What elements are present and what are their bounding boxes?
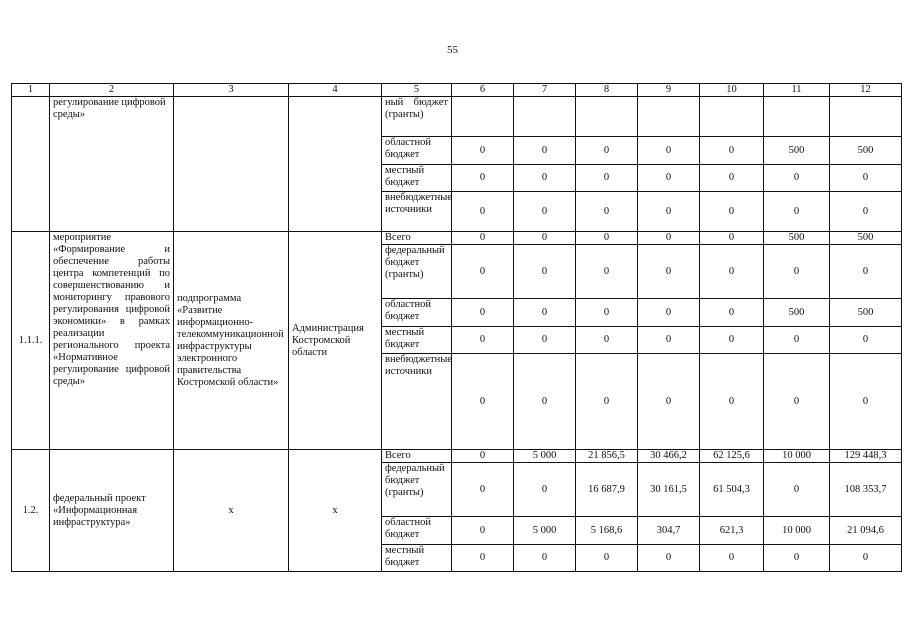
value-cell: 0 (452, 517, 514, 545)
value-cell: 0 (764, 165, 830, 192)
value-cell: 0 (452, 165, 514, 192)
value-cell: 0 (638, 232, 700, 245)
value-cell: 61 504,3 (700, 463, 764, 517)
funding-source-cell: федеральный бюджет (гранты) (382, 463, 452, 517)
column-header: 4 (289, 84, 382, 97)
value-cell: 0 (452, 137, 514, 165)
value-cell (830, 97, 902, 137)
value-cell: 0 (576, 327, 638, 354)
funding-source-cell: местный бюджет (382, 165, 452, 192)
funding-source-cell: местный бюджет (382, 327, 452, 354)
funding-source-cell: областной бюджет (382, 299, 452, 327)
value-cell: 0 (514, 354, 576, 450)
value-cell: 0 (700, 545, 764, 572)
value-cell: 0 (700, 327, 764, 354)
column-header: 10 (700, 84, 764, 97)
value-cell: 0 (576, 299, 638, 327)
value-cell: 0 (830, 354, 902, 450)
value-cell: 500 (764, 137, 830, 165)
value-cell: 62 125,6 (700, 450, 764, 463)
value-cell: 0 (764, 245, 830, 299)
value-cell: 0 (576, 165, 638, 192)
value-cell: 0 (638, 299, 700, 327)
funding-source-cell: областной бюджет (382, 137, 452, 165)
value-cell: 0 (514, 463, 576, 517)
value-cell: 0 (830, 245, 902, 299)
value-cell: 0 (514, 299, 576, 327)
executor-cell (289, 97, 382, 232)
value-cell: 0 (700, 299, 764, 327)
value-cell: 0 (764, 327, 830, 354)
value-cell (452, 97, 514, 137)
column-header: 9 (638, 84, 700, 97)
funding-source-cell: областной бюджет (382, 517, 452, 545)
value-cell: 0 (700, 165, 764, 192)
value-cell: 0 (452, 327, 514, 354)
column-header: 2 (50, 84, 174, 97)
value-cell: 0 (830, 165, 902, 192)
value-cell: 500 (830, 299, 902, 327)
funding-source-cell: Всего (382, 232, 452, 245)
funding-source-cell: внебюджетные источники (382, 192, 452, 232)
column-header: 6 (452, 84, 514, 97)
value-cell: 0 (830, 192, 902, 232)
event-name-cell: мероприятие «Формирование и обеспечение работы центра компетенций по совершенствованию и мониторингу правового регулирования цифровой экономики» в рамках реализации регионального проекта «Нормативное регулирование цифровой среды» (50, 232, 174, 450)
value-cell: 5 000 (514, 450, 576, 463)
column-header: 3 (174, 84, 289, 97)
executor-cell: Администрация Костромской области (289, 232, 382, 450)
event-name-cell: регулирование цифровой среды» (50, 97, 174, 232)
executor-cell: х (289, 450, 382, 572)
value-cell: 0 (576, 137, 638, 165)
value-cell: 0 (452, 299, 514, 327)
value-cell: 500 (830, 232, 902, 245)
value-cell: 0 (514, 545, 576, 572)
value-cell: 0 (452, 192, 514, 232)
value-cell (700, 97, 764, 137)
column-header: 12 (830, 84, 902, 97)
column-number-row (12, 84, 902, 97)
value-cell: 0 (452, 463, 514, 517)
value-cell: 0 (638, 354, 700, 450)
value-cell: 0 (830, 545, 902, 572)
value-cell: 0 (764, 354, 830, 450)
value-cell: 30 161,5 (638, 463, 700, 517)
value-cell: 0 (514, 192, 576, 232)
value-cell: 0 (700, 245, 764, 299)
value-cell: 0 (576, 545, 638, 572)
value-cell: 21 094,6 (830, 517, 902, 545)
value-cell: 0 (514, 245, 576, 299)
value-cell: 500 (830, 137, 902, 165)
value-cell: 0 (700, 232, 764, 245)
value-cell (638, 97, 700, 137)
value-cell: 10 000 (764, 517, 830, 545)
event-name-cell: федеральный проект «Информационная инфраструктура» (50, 450, 174, 572)
value-cell: 0 (514, 327, 576, 354)
value-cell: 500 (764, 299, 830, 327)
value-cell: 0 (452, 232, 514, 245)
value-cell: 0 (576, 354, 638, 450)
value-cell: 0 (576, 245, 638, 299)
value-cell: 0 (514, 137, 576, 165)
value-cell: 0 (452, 450, 514, 463)
value-cell (764, 97, 830, 137)
value-cell: 0 (514, 232, 576, 245)
value-cell: 0 (764, 463, 830, 517)
value-cell: 0 (700, 354, 764, 450)
column-header: 7 (514, 84, 576, 97)
funding-source-cell: федеральный бюджет (гранты) (382, 245, 452, 299)
value-cell: 0 (764, 545, 830, 572)
row-number-cell (12, 97, 50, 232)
funding-source-cell: местный бюджет (382, 545, 452, 572)
value-cell: 5 000 (514, 517, 576, 545)
value-cell: 0 (700, 192, 764, 232)
table-row (12, 97, 902, 137)
value-cell: 0 (452, 354, 514, 450)
value-cell: 30 466,2 (638, 450, 700, 463)
value-cell: 129 448,3 (830, 450, 902, 463)
column-header: 8 (576, 84, 638, 97)
row-number-cell: 1.1.1. (12, 232, 50, 450)
value-cell: 0 (514, 165, 576, 192)
value-cell: 621,3 (700, 517, 764, 545)
value-cell: 500 (764, 232, 830, 245)
table-row (12, 232, 902, 245)
value-cell: 0 (638, 137, 700, 165)
budget-table (11, 83, 902, 572)
value-cell: 0 (830, 327, 902, 354)
column-header: 11 (764, 84, 830, 97)
funding-source-cell: ный бюджет (гранты) (382, 97, 452, 137)
page-number: 55 (447, 44, 458, 56)
value-cell: 21 856,5 (576, 450, 638, 463)
funding-source-cell: внебюджетные источники (382, 354, 452, 450)
value-cell (514, 97, 576, 137)
value-cell: 0 (638, 165, 700, 192)
value-cell: 304,7 (638, 517, 700, 545)
value-cell (576, 97, 638, 137)
value-cell: 10 000 (764, 450, 830, 463)
value-cell: 0 (638, 545, 700, 572)
value-cell: 0 (638, 245, 700, 299)
value-cell: 0 (576, 192, 638, 232)
program-cell (174, 97, 289, 232)
column-header: 5 (382, 84, 452, 97)
program-cell: подпрограмма «Развитие информационно-телекоммуникационной инфраструктуры электронного правительства Костромской области» (174, 232, 289, 450)
value-cell: 16 687,9 (576, 463, 638, 517)
funding-source-cell: Всего (382, 450, 452, 463)
value-cell: 5 168,6 (576, 517, 638, 545)
value-cell: 0 (638, 327, 700, 354)
column-header: 1 (12, 84, 50, 97)
row-number-cell: 1.2. (12, 450, 50, 572)
value-cell: 108 353,7 (830, 463, 902, 517)
value-cell: 0 (764, 192, 830, 232)
program-cell: х (174, 450, 289, 572)
value-cell: 0 (452, 545, 514, 572)
value-cell: 0 (700, 137, 764, 165)
value-cell: 0 (638, 192, 700, 232)
value-cell: 0 (452, 245, 514, 299)
table-row (12, 450, 902, 463)
value-cell: 0 (576, 232, 638, 245)
